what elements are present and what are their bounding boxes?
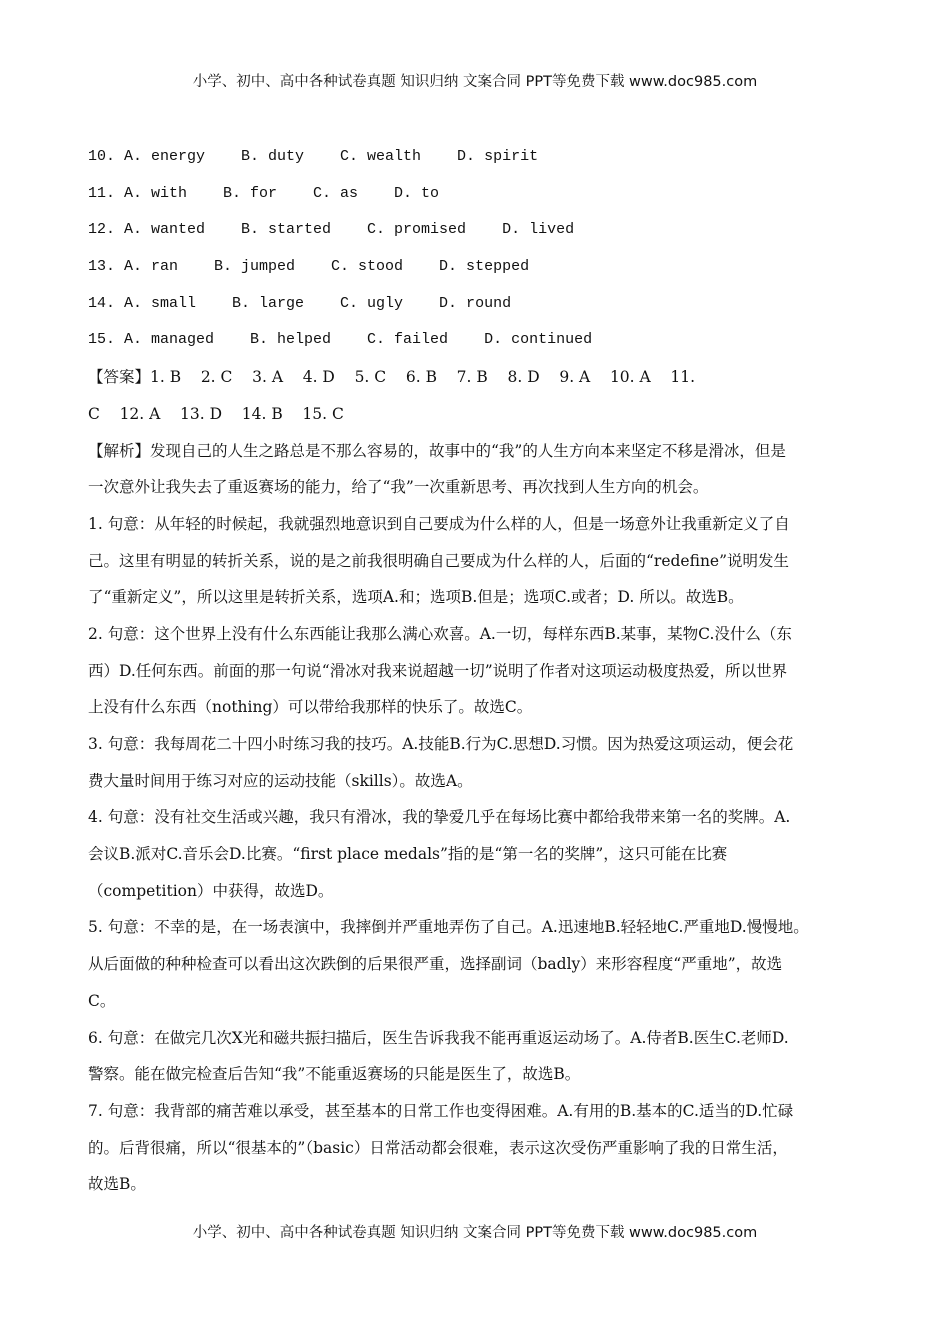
explanation-line: 的。后背很痛，所以“很基本的”（basic）日常活动都会很难，表示这次受伤严重影响了我的日常生活，	[88, 1138, 788, 1157]
answer-key-line: 【答案】1. B 2. C 3. A 4. D 5. C 6. B 7. B 8. D 9. A 10. A 11.	[88, 368, 696, 387]
explanation-line: 1. 句意：从年轻的时候起，我就强烈地意识到自己要成为什么样的人，但是一场意外让我重新定义了自	[88, 514, 790, 533]
explanation-line: 警察。能在做完检查后告知“我”不能重返赛场的只能是医生了，故选B。	[88, 1065, 581, 1084]
page-header: 小学、初中、高中各种试卷真题 知识归纳 文案合同 PPT等免费下载 www.doc985.com	[192, 74, 758, 90]
explanation-line: 故选B。	[88, 1175, 146, 1194]
explanation-line: （competition）中获得，故选D。	[88, 881, 334, 900]
question-options: 13. A. ran B. jumped C. stood D. stepped	[88, 258, 530, 276]
explanation-line: 一次意外让我失去了重返赛场的能力，给了“我”一次重新思考、再次找到人生方向的机会。	[88, 478, 709, 497]
question-options: 11. A. with B. for C. as D. to	[88, 184, 440, 202]
page-footer: 小学、初中、高中各种试卷真题 知识归纳 文案合同 PPT等免费下载 www.doc985.com	[192, 1225, 758, 1241]
document-body	[88, 145, 870, 1209]
question-options: 12. A. wanted B. started C. promised D. lived	[88, 221, 575, 239]
explanation-line: 会议B.派对C.音乐会D.比赛。“first place medals”指的是“第一名的奖牌”，这只可能在比赛	[88, 845, 728, 864]
explanation-line: 了“重新定义”，所以这里是转折关系，选项A.和；选项B.但是；选项C.或者；D. 所以。故选B。	[88, 588, 744, 607]
question-options: 10. A. energy B. duty C. wealth D. spirit	[88, 148, 539, 165]
explanation-line: 己。这里有明显的转折关系，说的是之前我很明确自己要成为什么样的人，后面的“redefine”说明发生	[88, 551, 790, 570]
explanation-line: 5. 句意：不幸的是，在一场表演中，我摔倒并严重地弄伤了自己。A.迅速地B.轻轻地C.严重地D.慢慢地。	[88, 918, 809, 937]
explanation-line: 西）D.任何东西。前面的那一句说“滑冰对我来说超越一切”说明了作者对这项运动极度热爱，所以世界	[88, 661, 788, 680]
explanation-line: 6. 句意：在做完几次X光和磁共振扫描后，医生告诉我我不能再重返运动场了。A.侍者B.医生C.老师D.	[88, 1028, 789, 1047]
explanation-line: 4. 句意：没有社交生活或兴趣，我只有滑冰，我的挚爱几乎在每场比赛中都给我带来第一名的奖牌。A.	[88, 808, 791, 827]
explanation-line: 费大量时间用于练习对应的运动技能（skills）。故选A。	[88, 771, 473, 790]
explanation-line: 【解析】发现自己的人生之路总是不那么容易的，故事中的“我”的人生方向本来坚定不移是滑冰，但是	[88, 441, 786, 460]
explanation-line: 2. 句意：这个世界上没有什么东西能让我那么满心欢喜。A.一切，每样东西B.某事，某物C.没什么（东	[88, 624, 792, 643]
explanation-line: 7. 句意：我背部的痛苦难以承受，甚至基本的日常工作也变得困难。A.有用的B.基本的C.适当的D.忙碌	[88, 1101, 794, 1120]
question-options: 15. A. managed B. helped C. failed D. continued	[88, 331, 593, 349]
explanation-line: 上没有什么东西（nothing）可以带给我那样的快乐了。故选C。	[88, 698, 533, 717]
explanation-line: 从后面做的种种检查可以看出这次跌倒的后果很严重，选择副词（badly）来形容程度“严重地”，故选	[88, 955, 783, 974]
answer-key-line: C 12. A 13. D 14. B 15. C	[88, 404, 344, 423]
explanation-line: C。	[88, 991, 116, 1010]
explanation-line: 3. 句意：我每周花二十四小时练习我的技巧。A.技能B.行为C.思想D.习惯。因为热爱这项运动，便会花	[88, 735, 794, 753]
question-options: 14. A. small B. large C. ugly D. round	[88, 294, 512, 312]
